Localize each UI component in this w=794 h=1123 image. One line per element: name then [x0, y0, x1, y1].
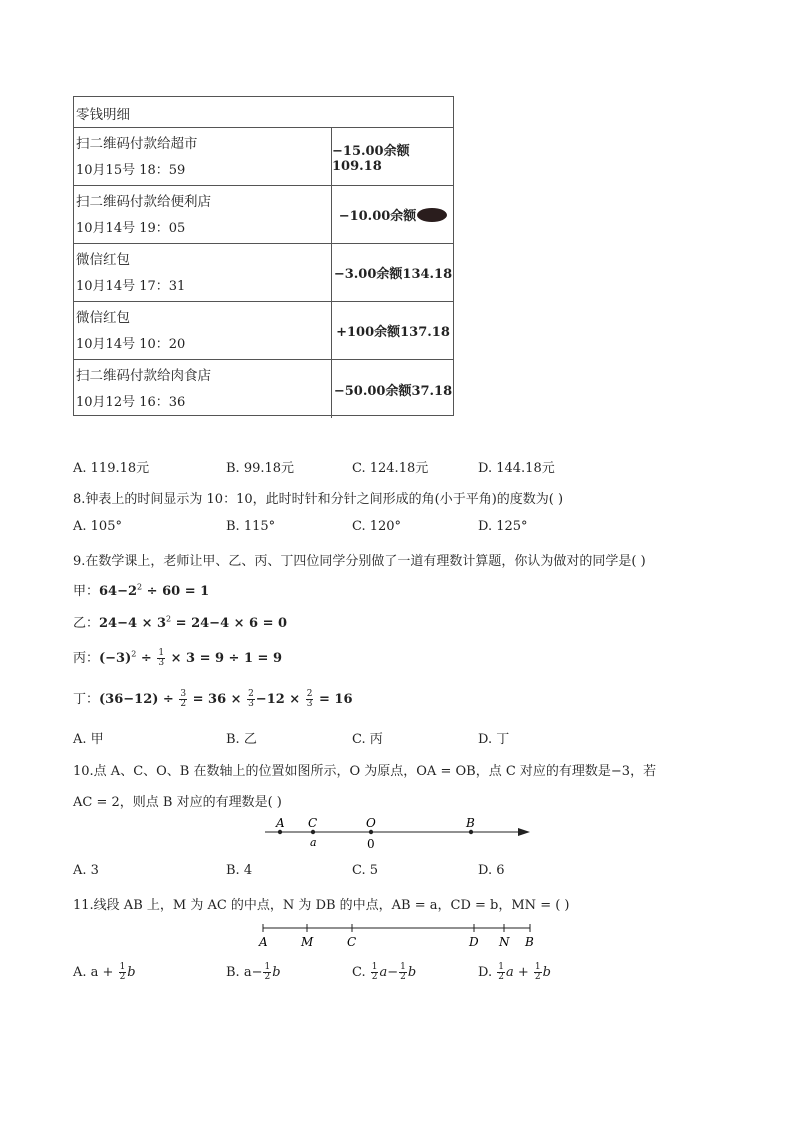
fraction-denominator: 2: [400, 972, 406, 982]
q7-option-d: D. 144.18元: [478, 461, 555, 476]
ledger-row: [74, 302, 453, 360]
q9-jia-exp: 2: [137, 582, 143, 592]
fraction-denominator: 3: [306, 699, 313, 709]
point-b-dot: [469, 830, 473, 834]
fraction-denominator: 3: [248, 699, 254, 709]
ledger-title: 零钱明细: [76, 107, 130, 123]
fraction-numerator: 1: [371, 962, 378, 972]
ledger-desc: 扫二维码付款给超市: [76, 136, 198, 152]
q9-ding-fraction-3: [306, 690, 314, 709]
fraction-numerator: 1: [498, 962, 504, 972]
fraction-numerator: 1: [534, 962, 541, 972]
ledger-table: [73, 96, 454, 416]
fraction: [399, 963, 407, 982]
q8-option-a: A. 105°: [73, 519, 122, 534]
q9-yi-label: 乙：: [73, 616, 100, 631]
fraction-denominator: 2: [498, 972, 504, 982]
fraction-numerator: 2: [306, 689, 313, 699]
q8-option-c: C. 120°: [352, 519, 402, 534]
option-text: A. a +: [73, 965, 118, 980]
segment-label-n: N: [499, 935, 510, 949]
ledger-time: 10月14号 17：31: [76, 279, 186, 294]
ledger-desc-cell: [74, 244, 332, 301]
q9-ding-d: = 16: [314, 692, 353, 707]
q9-bing-exp: 2: [131, 649, 137, 659]
fraction-denominator: 2: [371, 972, 378, 982]
fraction-denominator: 2: [264, 972, 271, 982]
q10-stem-line-2: AC = 2，则点 B 对应的有理数是( ): [73, 795, 282, 810]
q9-bing-c: × 3 = 9 ÷ 1 = 9: [166, 651, 283, 666]
q10-number-line: [260, 815, 535, 855]
q9-jia-tail: ÷ 60 = 1: [142, 584, 210, 599]
q9-ding-fraction-2: [247, 690, 255, 709]
fraction-denominator: 2: [180, 699, 187, 709]
segment-label-c: C: [347, 935, 357, 949]
q11-stem: 11.线段 AB 上，M 为 AC 的中点，N 为 DB 的中点，AB = a，CD = b，MN = ( ): [73, 898, 570, 913]
ledger-amount: −10.00余额: [338, 209, 417, 224]
fraction-numerator: 1: [158, 648, 165, 658]
option-text: b: [407, 965, 417, 980]
ledger-row: [74, 360, 453, 418]
fraction: [371, 963, 379, 982]
q9-bing-b: ÷: [136, 651, 157, 666]
q9-ding-b: = 36 ×: [188, 692, 247, 707]
option-text: b: [272, 965, 281, 980]
q9-stem: 9.在数学课上，老师让甲、乙、丙、丁四位同学分别做了一道有理数计算题，你认为做对的同学是( ): [73, 554, 646, 569]
point-b-label: B: [466, 816, 475, 830]
ledger-row: [74, 244, 453, 302]
q10-option-b: B. 4: [226, 863, 253, 878]
arrow-icon: [518, 828, 530, 836]
q8-option-d: D. 125°: [478, 519, 528, 534]
fraction: [263, 963, 271, 982]
fraction-denominator: 2: [534, 972, 541, 982]
point-a-dot: [278, 830, 282, 834]
point-c-dot: [311, 830, 315, 834]
ledger-desc-cell: [74, 128, 332, 185]
segment-label-m: M: [301, 935, 314, 949]
ledger-desc: 微信红包: [76, 252, 130, 268]
q9-bing-label: 丙：: [73, 651, 100, 666]
q9-bing-line: [73, 647, 282, 668]
fraction: [497, 963, 505, 982]
ledger-amount: +100余额137.18: [336, 325, 450, 340]
fraction-numerator: 3: [180, 689, 187, 699]
fraction: [534, 963, 542, 982]
q9-ding-label: 丁：: [73, 692, 100, 707]
q9-option-d: D. 丁: [478, 732, 510, 747]
q11-option-b: [226, 963, 281, 982]
fraction: [119, 963, 127, 982]
q9-bing-fraction: [157, 649, 165, 668]
point-o-dot: [369, 830, 373, 834]
ledger-time: 10月12号 16：36: [76, 395, 186, 410]
ledger-desc-cell: [74, 186, 332, 243]
q9-ding-line: [73, 688, 353, 709]
ledger-time: 10月15号 18：59: [76, 163, 186, 178]
q7-option-c: C. 124.18元: [352, 461, 429, 476]
ledger-time: 10月14号 19：05: [76, 221, 186, 236]
ledger-amount: −50.00余额37.18: [333, 383, 453, 399]
q9-option-b: B. 乙: [226, 732, 257, 747]
segment-label-b: B: [525, 935, 534, 949]
ledger-amount-cell: [332, 186, 454, 243]
ledger-desc: 扫二维码付款给肉食店: [76, 368, 211, 384]
ledger-desc-cell: [74, 360, 332, 418]
q8-option-b: B. 115°: [226, 519, 276, 534]
q9-jia-line: [73, 580, 209, 599]
q9-jia-expr: 64−2: [99, 584, 138, 599]
q11-option-c: [352, 963, 416, 982]
option-text: b: [127, 965, 136, 980]
q11-segment-diagram: [255, 920, 540, 954]
q11-option-a: [73, 963, 136, 982]
q9-ding-c: −12 ×: [255, 692, 305, 707]
point-o-label: O: [366, 816, 376, 830]
ledger-row: [74, 128, 453, 186]
ledger-desc: 微信红包: [76, 310, 130, 326]
ledger-time: 10月14号 10：20: [76, 337, 186, 352]
ink-blot-icon: [417, 208, 447, 222]
fraction-numerator: 2: [248, 689, 254, 699]
point-o-sub: 0: [367, 837, 375, 851]
fraction-numerator: 1: [119, 962, 126, 972]
q11-option-d: [478, 963, 551, 982]
option-text: B. a−: [226, 965, 263, 980]
q9-yi-line: [73, 612, 287, 631]
q9-yi-exp: 2: [166, 614, 172, 624]
ledger-header: [74, 97, 453, 128]
q7-option-b: B. 99.18元: [226, 461, 295, 476]
ledger-desc: 扫二维码付款给便利店: [76, 194, 211, 210]
q9-yi-tail: = 24−4 × 6 = 0: [171, 616, 288, 631]
q9-option-c: C. 丙: [352, 732, 383, 747]
q9-ding-a: (36−12) ÷: [99, 692, 179, 707]
option-text: a +: [505, 965, 533, 980]
option-text: a−: [379, 965, 399, 980]
point-a-label: A: [276, 816, 285, 830]
q9-option-a: A. 甲: [73, 732, 104, 747]
option-text: C.: [352, 965, 370, 980]
point-c-label: C: [308, 816, 318, 830]
q10-option-d: D. 6: [478, 863, 505, 878]
q10-option-a: A. 3: [73, 863, 99, 878]
ledger-amount: −15.00余额109.18: [332, 143, 410, 174]
q7-option-a: A. 119.18元: [73, 461, 150, 476]
q9-ding-fraction-1: [179, 690, 187, 709]
segment-label-a: A: [259, 935, 268, 949]
ledger-row: [74, 186, 453, 244]
ledger-desc-cell: [74, 302, 332, 359]
q9-yi-expr: 24−4 × 3: [99, 616, 167, 631]
q9-bing-a: (−3): [99, 651, 132, 666]
q10-stem-line-1: 10.点 A、C、O、B 在数轴上的位置如图所示，O 为原点，OA = OB，点 C 对应的有理数是−3，若: [73, 764, 657, 779]
q10-option-c: C. 5: [352, 863, 379, 878]
q8-stem: 8.钟表上的时间显示为 10：10，此时时针和分针之间形成的角(小于平角)的度数为( ): [73, 492, 564, 507]
fraction-numerator: 1: [400, 962, 406, 972]
fraction-numerator: 1: [264, 962, 271, 972]
segment-label-d: D: [469, 935, 479, 949]
option-text: b: [542, 965, 551, 980]
fraction-denominator: 2: [119, 972, 126, 982]
ledger-amount: −3.00余额134.18: [333, 267, 453, 282]
option-text: D.: [478, 965, 497, 980]
fraction-denominator: 3: [158, 658, 165, 668]
point-c-sub: a: [310, 836, 317, 849]
q9-jia-label: 甲：: [73, 584, 100, 599]
